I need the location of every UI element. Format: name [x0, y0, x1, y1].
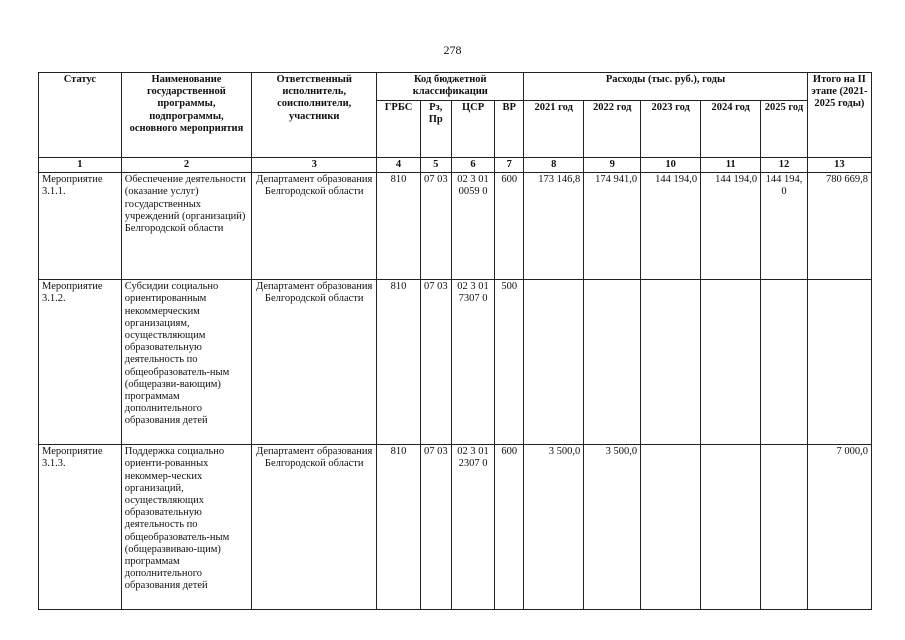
row-vr: 600 [495, 173, 524, 280]
row-executor: Департамент образования Белгородской области [252, 280, 377, 445]
row-2021: 3 500,0 [524, 445, 584, 610]
header-status: Статус [39, 73, 122, 158]
header-budget-code: Код бюджетной классификации [377, 73, 524, 101]
row-2025 [761, 280, 808, 445]
row-grbs: 810 [377, 173, 420, 280]
row-rzpr: 07 03 [420, 280, 451, 445]
row-2023: 144 194,0 [641, 173, 701, 280]
column-number: 11 [701, 158, 761, 173]
row-csr: 02 3 01 0059 0 [451, 173, 494, 280]
column-number: 12 [761, 158, 808, 173]
row-vr: 500 [495, 280, 524, 445]
row-2021: 173 146,8 [524, 173, 584, 280]
row-2024: 144 194,0 [701, 173, 761, 280]
header-2021: 2021 год [524, 101, 584, 158]
row-2021 [524, 280, 584, 445]
header-2024: 2024 год [701, 101, 761, 158]
row-2023 [641, 280, 701, 445]
row-2023 [641, 445, 701, 610]
table-row [39, 445, 872, 610]
header-2022: 2022 год [584, 101, 641, 158]
header-expenses: Расходы (тыс. руб.), годы [524, 73, 808, 101]
column-number: 7 [495, 158, 524, 173]
header-name: Наименование государственной программы, подпрограммы, основного мероприятия [121, 73, 251, 158]
row-total: 7 000,0 [807, 445, 871, 610]
row-2022: 174 941,0 [584, 173, 641, 280]
row-name: Обеспечение деятельности (оказание услуг) государственных учреждений (организаций) Белгородской области [121, 173, 251, 280]
header-vr: ВР [495, 101, 524, 158]
row-2022 [584, 280, 641, 445]
header-rzpr: Рз, Пр [420, 101, 451, 158]
header-2025: 2025 год [761, 101, 808, 158]
column-number: 4 [377, 158, 420, 173]
column-number: 2 [121, 158, 251, 173]
row-2025 [761, 445, 808, 610]
column-number-row [39, 158, 872, 173]
row-name: Субсидии социально ориентированным некоммерческим организациям, осуществляющим образовательную деятельность по общеобразователь-ным (общеразви-вающим) программам дополнительного образования детей [121, 280, 251, 445]
header-executor: Ответственный исполнитель, соисполнители, участники [252, 73, 377, 158]
header-csr: ЦСР [451, 101, 494, 158]
column-number: 8 [524, 158, 584, 173]
row-grbs: 810 [377, 445, 420, 610]
row-2024 [701, 445, 761, 610]
row-total [807, 280, 871, 445]
row-csr: 02 3 01 2307 0 [451, 445, 494, 610]
header-2023: 2023 год [641, 101, 701, 158]
header-total: Итого на II этапе (2021-2025 годы) [807, 73, 871, 158]
row-rzpr: 07 03 [420, 445, 451, 610]
table-row [39, 280, 872, 445]
column-number: 10 [641, 158, 701, 173]
row-total: 780 669,8 [807, 173, 871, 280]
budget-table [38, 72, 872, 610]
row-vr: 600 [495, 445, 524, 610]
row-rzpr: 07 03 [420, 173, 451, 280]
column-number: 13 [807, 158, 871, 173]
column-number: 1 [39, 158, 122, 173]
header-grbs: ГРБС [377, 101, 420, 158]
row-2024 [701, 280, 761, 445]
row-status: Мероприятие 3.1.1. [39, 173, 122, 280]
table-row [39, 173, 872, 280]
column-number: 9 [584, 158, 641, 173]
row-2022: 3 500,0 [584, 445, 641, 610]
row-status: Мероприятие 3.1.3. [39, 445, 122, 610]
row-2025: 144 194, 0 [761, 173, 808, 280]
row-grbs: 810 [377, 280, 420, 445]
page-number: 278 [443, 43, 462, 57]
column-number: 6 [451, 158, 494, 173]
row-status: Мероприятие 3.1.2. [39, 280, 122, 445]
row-executor: Департамент образования Белгородской области [252, 445, 377, 610]
row-csr: 02 3 01 7307 0 [451, 280, 494, 445]
row-name: Поддержка социально ориенти-рованных некоммер-ческих организаций, осуществляющих образовательную деятельность по общеобразователь-ным (общеразвиваю-щим) программам дополнительного образования детей [121, 445, 251, 610]
row-executor: Департамент образования Белгородской области [252, 173, 377, 280]
column-number: 3 [252, 158, 377, 173]
column-number: 5 [420, 158, 451, 173]
